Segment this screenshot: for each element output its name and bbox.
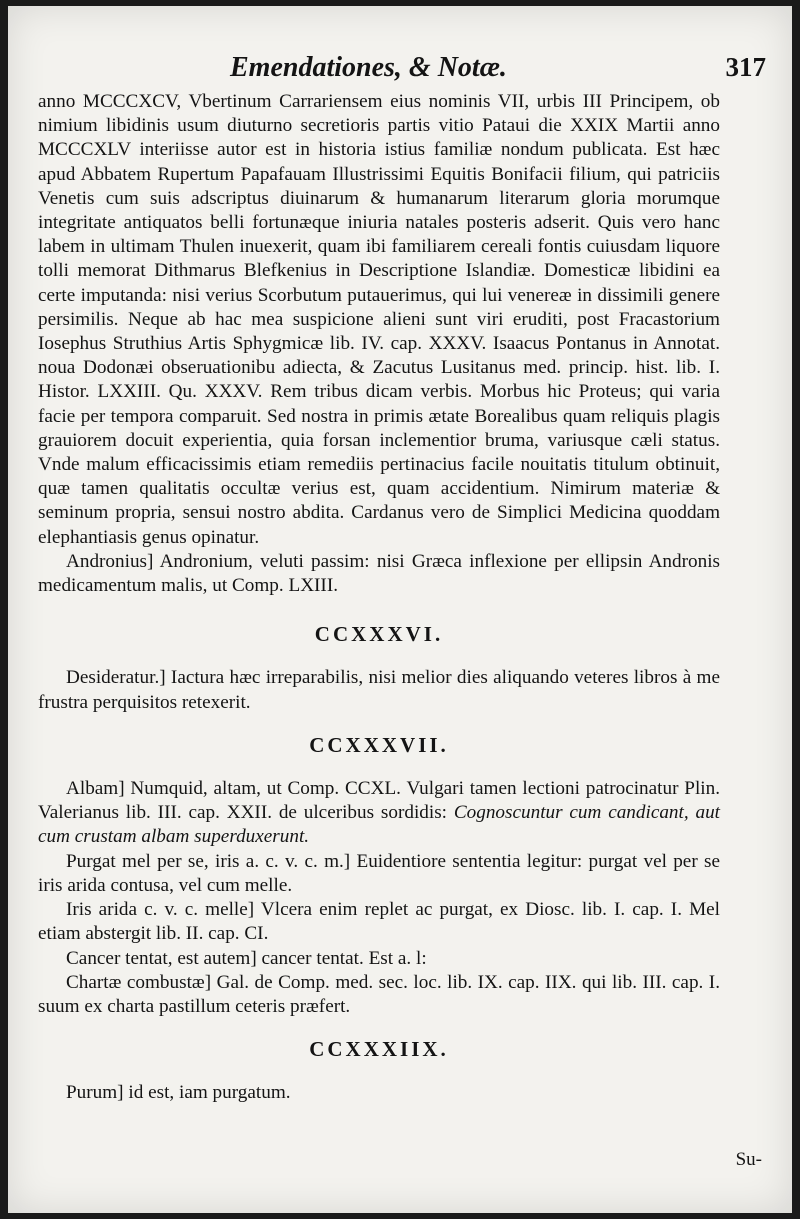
book-page [8,6,792,1213]
note-desideratur: Desideratur.] Iactura hæc irreparabilis, nisi melior dies aliquando veteres libros à me frustra perquisitos retexerit. [38,667,720,713]
note-iris-arida: Iris arida c. v. c. melle] Vlcera enim replet ac purgat, ex Diosc. lib. I. cap. I. Mel etiam abstergit lib. II. cap. CI. [38,899,720,945]
note-andronius: Andronius] Andronium, veluti passim: nisi Græca inflexione per ellipsin Andronis medicamentum malis, ut Comp. LXIII. [38,550,720,597]
page-body [38,90,720,1106]
section-heading-238: CCXXXIIX. [309,1037,449,1062]
catchword: Su- [735,1149,762,1170]
note-albam [38,777,720,850]
page-number: 317 [725,52,766,82]
note-albam-quote: Cognoscuntur cum candicant, aut cum crustam albam superduxerunt. [38,802,720,848]
note-cancer: Cancer tentat, est autem] cancer tentat. Est a. l: [66,947,427,969]
note-chartae: Chartæ combustæ] Gal. de Comp. med. sec. loc. lib. IX. cap. IIX. qui lib. III. cap. I. suum ex charta pastillum ceteris præfert. [38,971,720,1017]
note-albam-text: Albam] Numquid, altam, ut Comp. CCXL. Vulgari tamen lectioni patrocinatur Plin. Valerianus lib. III. cap. XXII. de ulceribus sordidis: [38,778,720,824]
page-header [40,52,770,92]
note-purgat-mel: Purgat mel per se, iris a. c. v. c. m.] Euidentiore sententia legitur: purgat vel per se iris arida contusa, vel cum melle. [38,850,720,896]
note-purum: Purum] id est, iam purgatum. [66,1082,291,1104]
section-heading-236: CCXXXVI. [314,622,444,647]
running-head: Emendationes, & Notæ. [230,52,507,83]
section-heading-237: CCXXXVII. [309,732,449,757]
paragraph-opening: anno MCCCXCV, Vbertinum Carrariensem eius nominis VII, urbis III Principem, ob nimium libidinis usum diuturno secretioris partis vitio Pataui die XXIX Martii anno MCCCXLV interiisse autor est in historia istius familiæ nondum publicata. Est hæc apud Abbatem Rupertum Papafauam Illustrissimi Equitis Bonifacii filium, qui patriciis Venetis cum suis adscriptus diuinarum & humanarum literarum gloria morumque integritate antiquatos belli fortunæque iniuria natales posteris adserit. Quis vero hanc labem in ultimam Thulen inuexerit, quam ibi familiarem cereali fontis cuiusdam liquore tolli memorat Dithmarus Blefkenius in Descriptione Islandiæ. Domesticæ libidini ea certe imputanda: nisi verius Scorbutum putauerimus, qui lui venereæ in dissimili genere persimilis. Neque ab hac mea suspicione alieni sunt viri eruditi, post Fracastorium Iosephus Struthius Artis Sphygmicæ lib. IV. cap. XXXV. Isaacus Pontanus in Annotat. noua Dodonæi obseruationibu adiecta, & Zacutus Lusitanus med. princip. hist. lib. I. Histor. LXXIII. Qu. XXXV. Rem tribus dicam verbis. Morbus hic Proteus; qui varia facie per tempora comparuit. Sed nostra in primis ætate Borealibus quam reliquis plagis grauiorem docuit experientia, quia forsan inclementior bruma, variusque cæli status. Vnde malum efficacissimis etiam remediis pertinacius facile nouitatis titulum obtinuit, quæ tamen qualitatis occultæ verius est, quam accidentium. Nimirum materiæ & seminum propria, sensui nostro abdita. Cardanus vero de Simplici Medicina quoddam elephantiasis genus opinatur. [38,91,720,548]
